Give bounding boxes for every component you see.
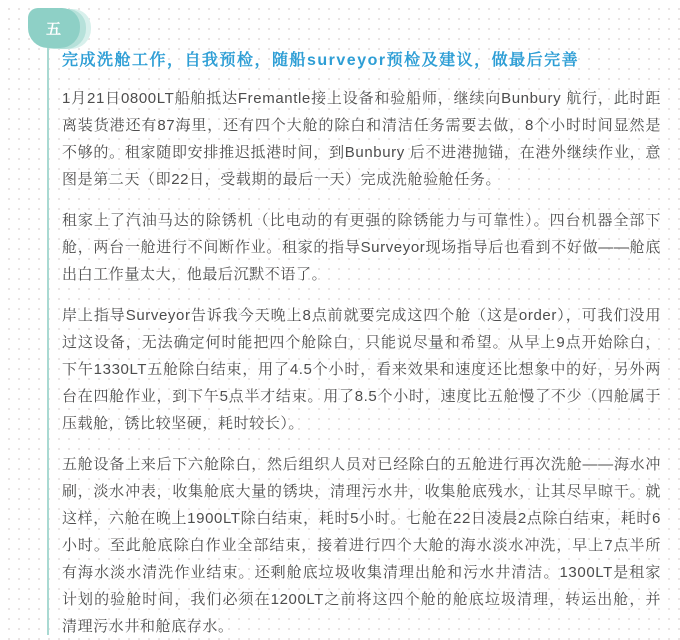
paragraph-3: 岸上指导Surveyor告诉我今天晚上8点前就要完成这四个舱（这是order），可我们没用过这设备，无法确定何时能把四个舱除白，只能说尽量和希望。从早上9点开始除白，下午1330LT五舱除白结束，用了4.5个小时，看来效果和速度还比想象中的好，另外两台在四舱作业，到下午5点半才结束。用了8.5个小时，速度比五舱慢了不少（四舱属于压载舱，锈比较坚硬，耗时较长）。	[62, 307, 661, 432]
section-heading: 完成洗舱工作，自我预检，随船surveyor预检及建议，做最后完善	[62, 52, 580, 69]
section-number-badge	[28, 8, 94, 50]
article-body	[62, 50, 661, 640]
paragraph-2: 租家上了汽油马达的除锈机（比电动的有更强的除锈能力与可靠性）。四台机器全部下舱，两台一舱进行不间断作业。租家的指导Surveyor现场指导后也看到不好做——舱底出白工作量太大，他最后沉默不语了。	[62, 212, 661, 283]
paragraph-1: 1月21日0800LT船舶抵达Fremantle接上设备和验船师，继续向Bunbury 航行，此时距离装货港还有87海里，还有四个大舱的除白和清洁任务需要去做，8个小时时间显然是不够的。租家随即安排推迟抵港时间，到Bunbury 后不进港抛锚，在港外继续作业，意图是第二天（即22日，受载期的最后一天）完成洗舱验舱任务。	[62, 90, 661, 188]
timeline-vertical-line	[47, 46, 49, 635]
section-number-label: 五	[28, 8, 80, 48]
paragraph-4: 五舱设备上来后下六舱除白，然后组织人员对已经除白的五舱进行再次洗舱——海水冲刷，淡水冲表，收集舱底大量的锈块，清理污水井，收集舱底残水，让其尽早晾干。就这样，六舱在晚上1900LT除白结束，耗时5小时。七舱在22日凌晨2点除白结束，耗时6小时。至此舱底除白作业全部结束，接着进行四个大舱的海水淡水冲洗，早上7点半所有海水淡水清洗作业结束。还剩舱底垃圾收集清理出舱和污水井清洁。1300LT是租家计划的验舱时间，我们必须在1200LT之前将这四个舱的舱底垃圾清理，转运出舱，并清理污水井和舱底存水。	[62, 456, 661, 635]
